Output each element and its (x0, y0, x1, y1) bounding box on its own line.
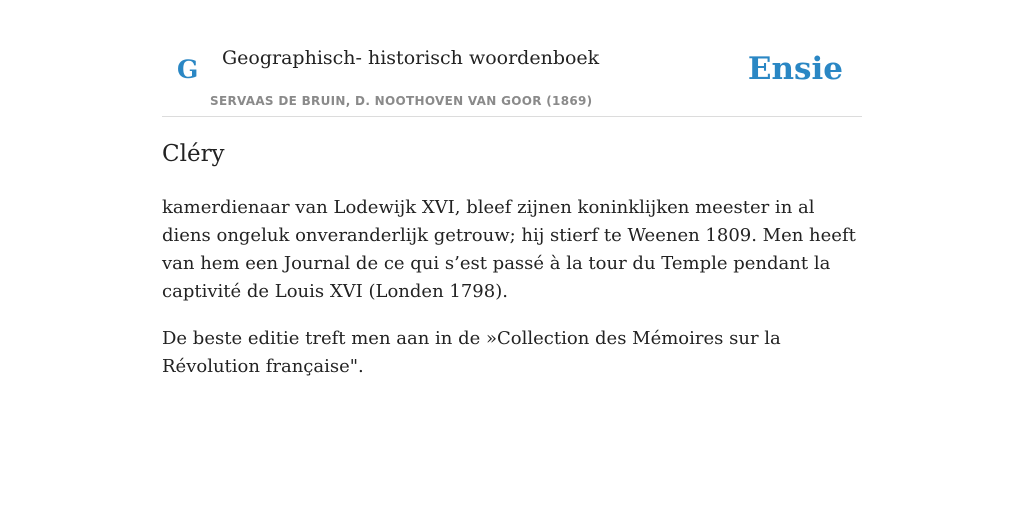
entry-title: Cléry (162, 141, 225, 167)
entry-paragraph: De beste editie treft men aan in de »Collection des Mémoires sur la Révolution française". (162, 328, 781, 377)
book-header (162, 0, 862, 117)
entry-paragraph: kamerdienaar van Lodewijk XVI, bleef zijnen koninklijken meester in al diens ongeluk onveranderlijk getrouw; hij stierf te Weenen 1809. Men heeft van hem een Journal de ce qui s’est passé à la tour du Temple pendant la captivité de Louis XVI (Londen 1798). (162, 197, 856, 302)
ensie-logo[interactable]: Ensie (747, 51, 843, 87)
book-authors: SERVAAS DE BRUIN, D. NOOTHOVEN VAN GOOR (1869) (210, 94, 593, 108)
book-letter: G (177, 55, 199, 84)
entry-content (162, 138, 862, 381)
book-title-link[interactable]: Geographisch- historisch woordenboek (222, 47, 600, 69)
